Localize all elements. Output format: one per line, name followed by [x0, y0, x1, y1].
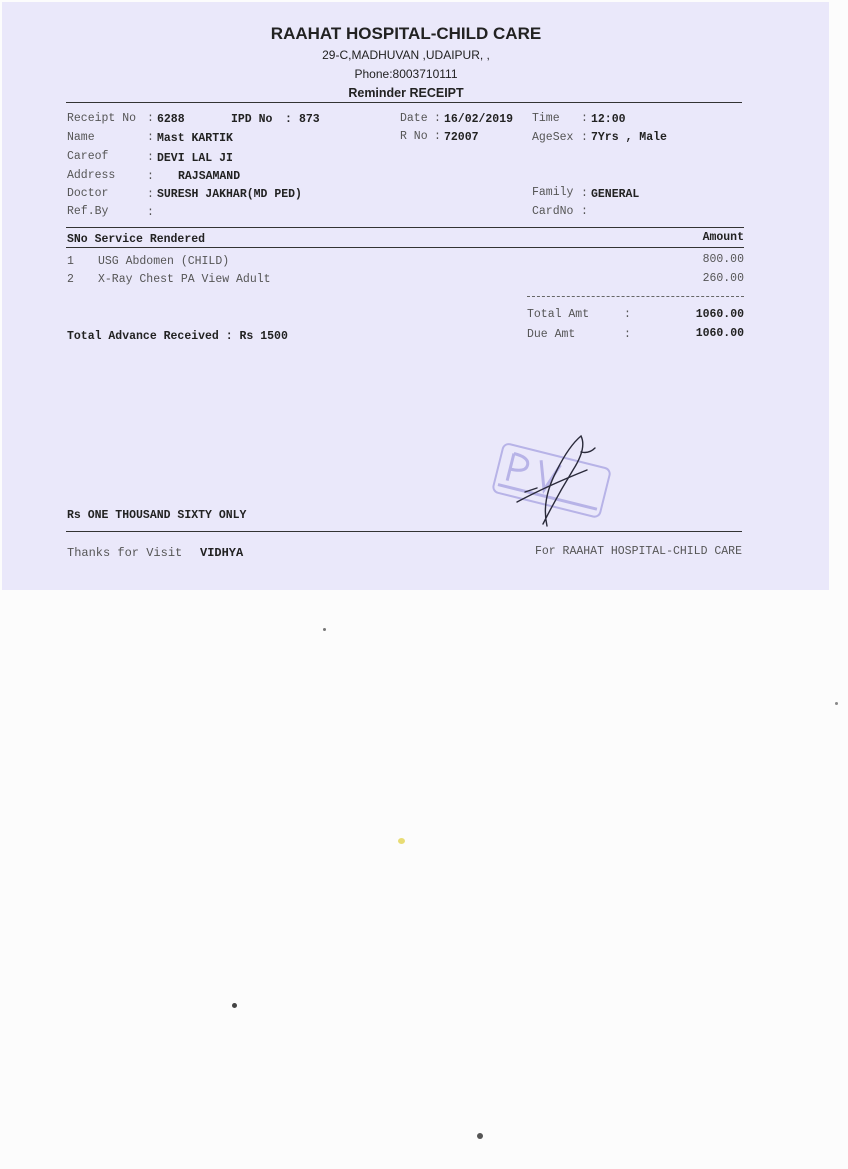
- date-value: 16/02/2019: [444, 113, 514, 126]
- scan-speck: [232, 1003, 237, 1008]
- total-separator: [527, 296, 744, 297]
- footer-rule: [66, 531, 742, 532]
- row-amount: 800.00: [702, 253, 744, 266]
- due-amt-label: Due Amt: [527, 328, 576, 341]
- operator-name: VIDHYA: [200, 546, 244, 560]
- ipd-label: IPD No: [231, 113, 273, 126]
- header-rule: [66, 102, 742, 103]
- table-top-rule: [66, 227, 744, 228]
- column-header-service: SNo Service Rendered: [67, 233, 206, 246]
- receipt-no-value: 6288: [157, 113, 185, 126]
- colon: :: [147, 188, 154, 201]
- time-label: Time: [532, 112, 560, 125]
- receipt-no-label: Receipt No: [67, 112, 137, 125]
- r-no-label: R No: [400, 130, 428, 143]
- careof-value: DEVI LAL JI: [157, 152, 233, 165]
- colon: :: [434, 112, 441, 125]
- scan-speck: [477, 1133, 483, 1139]
- amount-in-words: Rs ONE THOUSAND SIXTY ONLY: [67, 509, 247, 522]
- receipt-title: Reminder RECEIPT: [348, 86, 464, 100]
- colon: :: [147, 170, 154, 183]
- agesex-label: AgeSex: [532, 131, 574, 144]
- colon: :: [581, 187, 588, 200]
- agesex-value: 7Yrs , Male: [591, 131, 667, 144]
- advance-label: Total Advance Received : Rs: [67, 330, 254, 343]
- ipd-value: 873: [299, 113, 320, 126]
- advance-value: 1500: [260, 330, 288, 343]
- address-value: RAJSAMAND: [178, 170, 241, 183]
- colon: :: [147, 131, 154, 144]
- colon: :: [624, 308, 631, 321]
- total-amt-label: Total Amt: [527, 308, 590, 321]
- colon: :: [147, 206, 154, 219]
- for-hospital: For RAAHAT HOSPITAL-CHILD CARE: [534, 545, 742, 558]
- r-no-value: 72007: [444, 131, 479, 144]
- due-amt-value: 1060.00: [695, 327, 744, 340]
- column-header-amount: Amount: [702, 231, 744, 244]
- time-value: 12:00: [591, 113, 626, 126]
- careof-label: Careof: [67, 150, 109, 163]
- colon: :: [581, 112, 588, 125]
- scan-speck: [835, 702, 838, 705]
- colon: :: [624, 328, 631, 341]
- name-label: Name: [67, 131, 95, 144]
- receipt: [2, 2, 829, 590]
- row-service: X-Ray Chest PA View Adult: [98, 273, 271, 286]
- scan-speck: [398, 838, 405, 844]
- cardno-label: CardNo: [532, 205, 574, 218]
- total-amt-value: 1060.00: [695, 308, 744, 321]
- row-service: USG Abdomen (CHILD): [98, 255, 230, 268]
- hospital-address: 29-C,MADHUVAN ,UDAIPUR, ,: [322, 48, 490, 62]
- date-label: Date: [400, 112, 428, 125]
- hospital-phone: Phone:8003710111: [354, 67, 458, 81]
- row-sno: 2: [67, 273, 74, 286]
- colon: :: [434, 130, 441, 143]
- stamp-and-signature: [477, 430, 617, 530]
- hospital-name: RAAHAT HOSPITAL-CHILD CARE: [270, 24, 542, 43]
- colon: :: [147, 112, 154, 125]
- row-amount: 260.00: [702, 272, 744, 285]
- family-value: GENERAL: [591, 188, 640, 201]
- colon: :: [285, 113, 292, 126]
- address-label: Address: [67, 169, 116, 182]
- family-label: Family: [532, 186, 574, 199]
- colon: :: [147, 151, 154, 164]
- refby-label: Ref.By: [67, 205, 109, 218]
- scan-speck: [323, 628, 326, 631]
- patient-name: Mast KARTIK: [157, 132, 233, 145]
- advance-received: [67, 330, 288, 343]
- doctor-label: Doctor: [67, 187, 109, 200]
- row-sno: 1: [67, 255, 74, 268]
- colon: :: [581, 131, 588, 144]
- doctor-value: SURESH JAKHAR(MD PED): [157, 188, 302, 201]
- thanks-text: Thanks for Visit: [67, 546, 183, 560]
- table-header-rule: [66, 247, 744, 248]
- colon: :: [581, 205, 588, 218]
